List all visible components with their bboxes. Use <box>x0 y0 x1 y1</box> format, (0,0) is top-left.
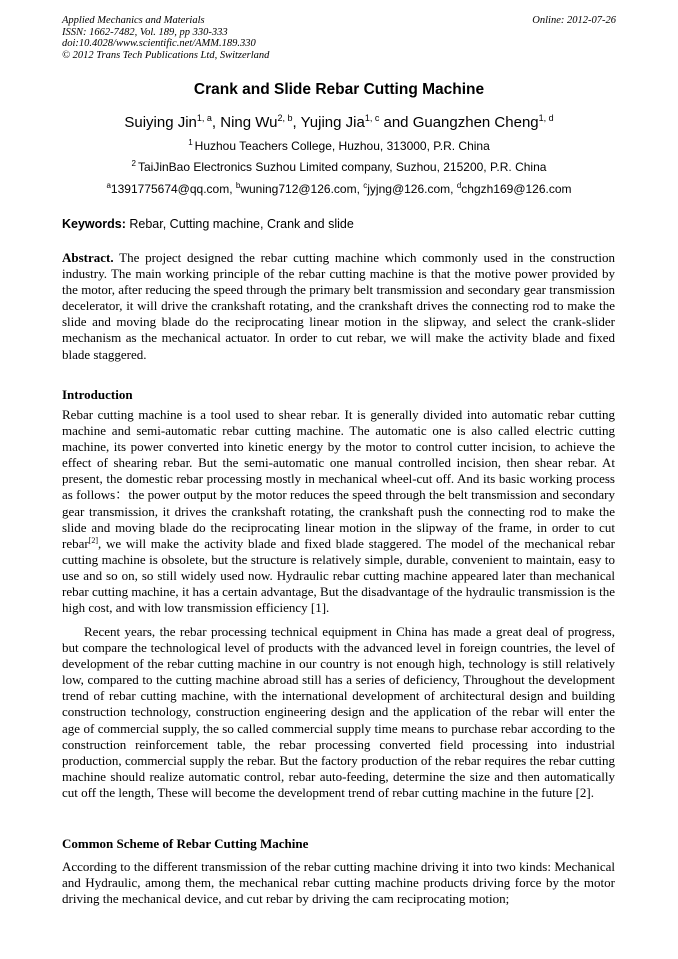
paragraph-text: , we will make the activity blade and fixed blade staggered. The model of the mechanical rebar cutting machine is obsolete, but the structure is relatively simple, durable, convenient to maintain, easy to use and so on, so still widely used now. Hydraulic rebar cutting machine appeared later than mechanical rebar cutting machine, it has a certain advantage, But the disadvantage of the hydraulic transmission is the high cost, and with low transmission efficiency [1]. <box>62 535 615 616</box>
abstract-label: Abstract. <box>62 250 114 265</box>
issn-line: ISSN: 1662-7482, Vol. 189, pp 330-333 <box>62 26 228 38</box>
author-affiliation-mark: 1, d <box>538 113 554 123</box>
paragraph-text: Rebar cutting machine is a tool used to shear rebar. It is generally divided into automatic rebar cutting machine and semi-automatic rebar cutting machine. The automatic one is also called electric cutting machine, its power converted into kinetic energy by the motor to control cutter incision, to achieve the effect of shearing rebar. But the semi-automatic one manual controlled incision, then shear rebar. At present, the domestic rebar processing mostly in mechanical wheel-cut off. And its basic working process as follows：the power output by the motor reduces the speed through the belt transmission and secondary gear transmission, it drives the crankshaft rotating, the crankshaft push the connecting rod to make the slide and moving blade do the reciprocating linear motion in the slipway of the frame, in order to cut rebar <box>62 407 615 551</box>
introduction-paragraph-1 <box>62 407 615 616</box>
keywords-line <box>62 217 354 231</box>
doi-line[interactable]: doi:10.4028/www.scientific.net/AMM.189.330 <box>62 38 256 49</box>
author-list <box>0 114 678 131</box>
email-mark: a <box>106 181 111 190</box>
email-address[interactable]: jyjng@126.com, <box>367 182 457 196</box>
common-scheme-heading: Common Scheme of Rebar Cutting Machine <box>62 836 309 851</box>
author-separator: , <box>292 114 301 131</box>
keywords-label: Keywords: <box>62 217 126 231</box>
journal-header <box>62 15 269 61</box>
keywords-text: Rebar, Cutting machine, Crank and slide <box>125 217 354 231</box>
affiliation-text: TaiJinBao Electronics Suzhou Limited company, Suzhou, 215200, P.R. China <box>137 160 547 174</box>
email-address[interactable]: chgzh169@126.com <box>461 182 572 196</box>
email-list <box>0 182 678 196</box>
email-address[interactable]: 1391775674@qq.com, <box>110 182 236 196</box>
affiliation-number: 2 <box>131 159 136 168</box>
online-date: Online: 2012-07-26 <box>532 15 616 26</box>
affiliation-1 <box>0 139 678 153</box>
author-affiliation-mark: 1, c <box>364 113 380 123</box>
copyright-line: © 2012 Trans Tech Publications Ltd, Switzerland <box>62 49 270 61</box>
author-separator: and <box>379 114 413 131</box>
citation-ref[interactable]: [2] <box>88 535 99 545</box>
journal-name: Applied Mechanics and Materials <box>62 15 205 26</box>
affiliation-number: 1 <box>188 138 193 147</box>
affiliation-2 <box>0 160 678 174</box>
author-name: Suiying Jin <box>124 114 197 131</box>
author-name: Yujing Jia <box>300 114 365 131</box>
author-name: Guangzhen Cheng <box>412 114 539 131</box>
author-affiliation-mark: 1, a <box>196 113 212 123</box>
introduction-heading: Introduction <box>62 387 133 402</box>
email-mark: b <box>235 181 241 190</box>
common-scheme-paragraph: According to the different transmission of the rebar cutting machine driving it into two kinds: Mechanical and Hydraulic, among them, the mechanical rebar cutting machine products driving force by the motor driving the mechanical device, and cut rebar by driving the cam reciprocating motion; <box>62 859 615 907</box>
author-name: Ning Wu <box>220 114 278 131</box>
introduction-paragraph-2: Recent years, the rebar processing technical equipment in China has made a great deal of progress, but compare the technological level of products with the advanced level in foreign countries, the level of development of the rebar cutting machine in our country is not enough high, technology is still relatively low, compared to the cutting machine abroad still has a series of deficiency, Throughout the development trend of rebar cutting machine, with the international development of architectural design and building construction technology, construction engineering design and the application of the rebar will enter the age of commercial supply, the so called commercial supply time means to purchase rebar according to the construction reinforcement table, the rebar processing converted field processing into industrial production, commercial supply the rebar. But the factory production of the rebar requires the rebar cutting machine should realize automatic control, rebar auto-feeding, determine the size and then automatically cut off the length, These will become the development trend of rebar cutting machine in the future [2]. <box>62 624 615 800</box>
abstract-paragraph <box>62 250 615 363</box>
affiliation-text: Huzhou Teachers College, Huzhou, 313000, P.R. China <box>194 139 490 153</box>
abstract-text: The project designed the rebar cutting machine which commonly used in the construction industry. The main working principle of the rebar cutting machine is that the motive power provided by the motor, after reducing the speed through the primary belt transmission and secondary gear transmission decelerator, it will drive the crankshaft rotating, and the crankshaft drives the connecting rod to make the slide and moving blade do the reciprocating linear motion in the slipway, and select the crank-slider mechanism as the mechanical actuator. In order to cut rebar, we will make the activity blade and fixed blade staggered. <box>62 250 615 362</box>
email-mark: d <box>456 181 462 190</box>
author-affiliation-mark: 2, b <box>277 113 293 123</box>
email-mark: c <box>363 181 368 190</box>
paper-title: Crank and Slide Rebar Cutting Machine <box>193 81 485 98</box>
author-separator: , <box>211 114 221 131</box>
email-address[interactable]: wuning712@126.com, <box>240 182 364 196</box>
